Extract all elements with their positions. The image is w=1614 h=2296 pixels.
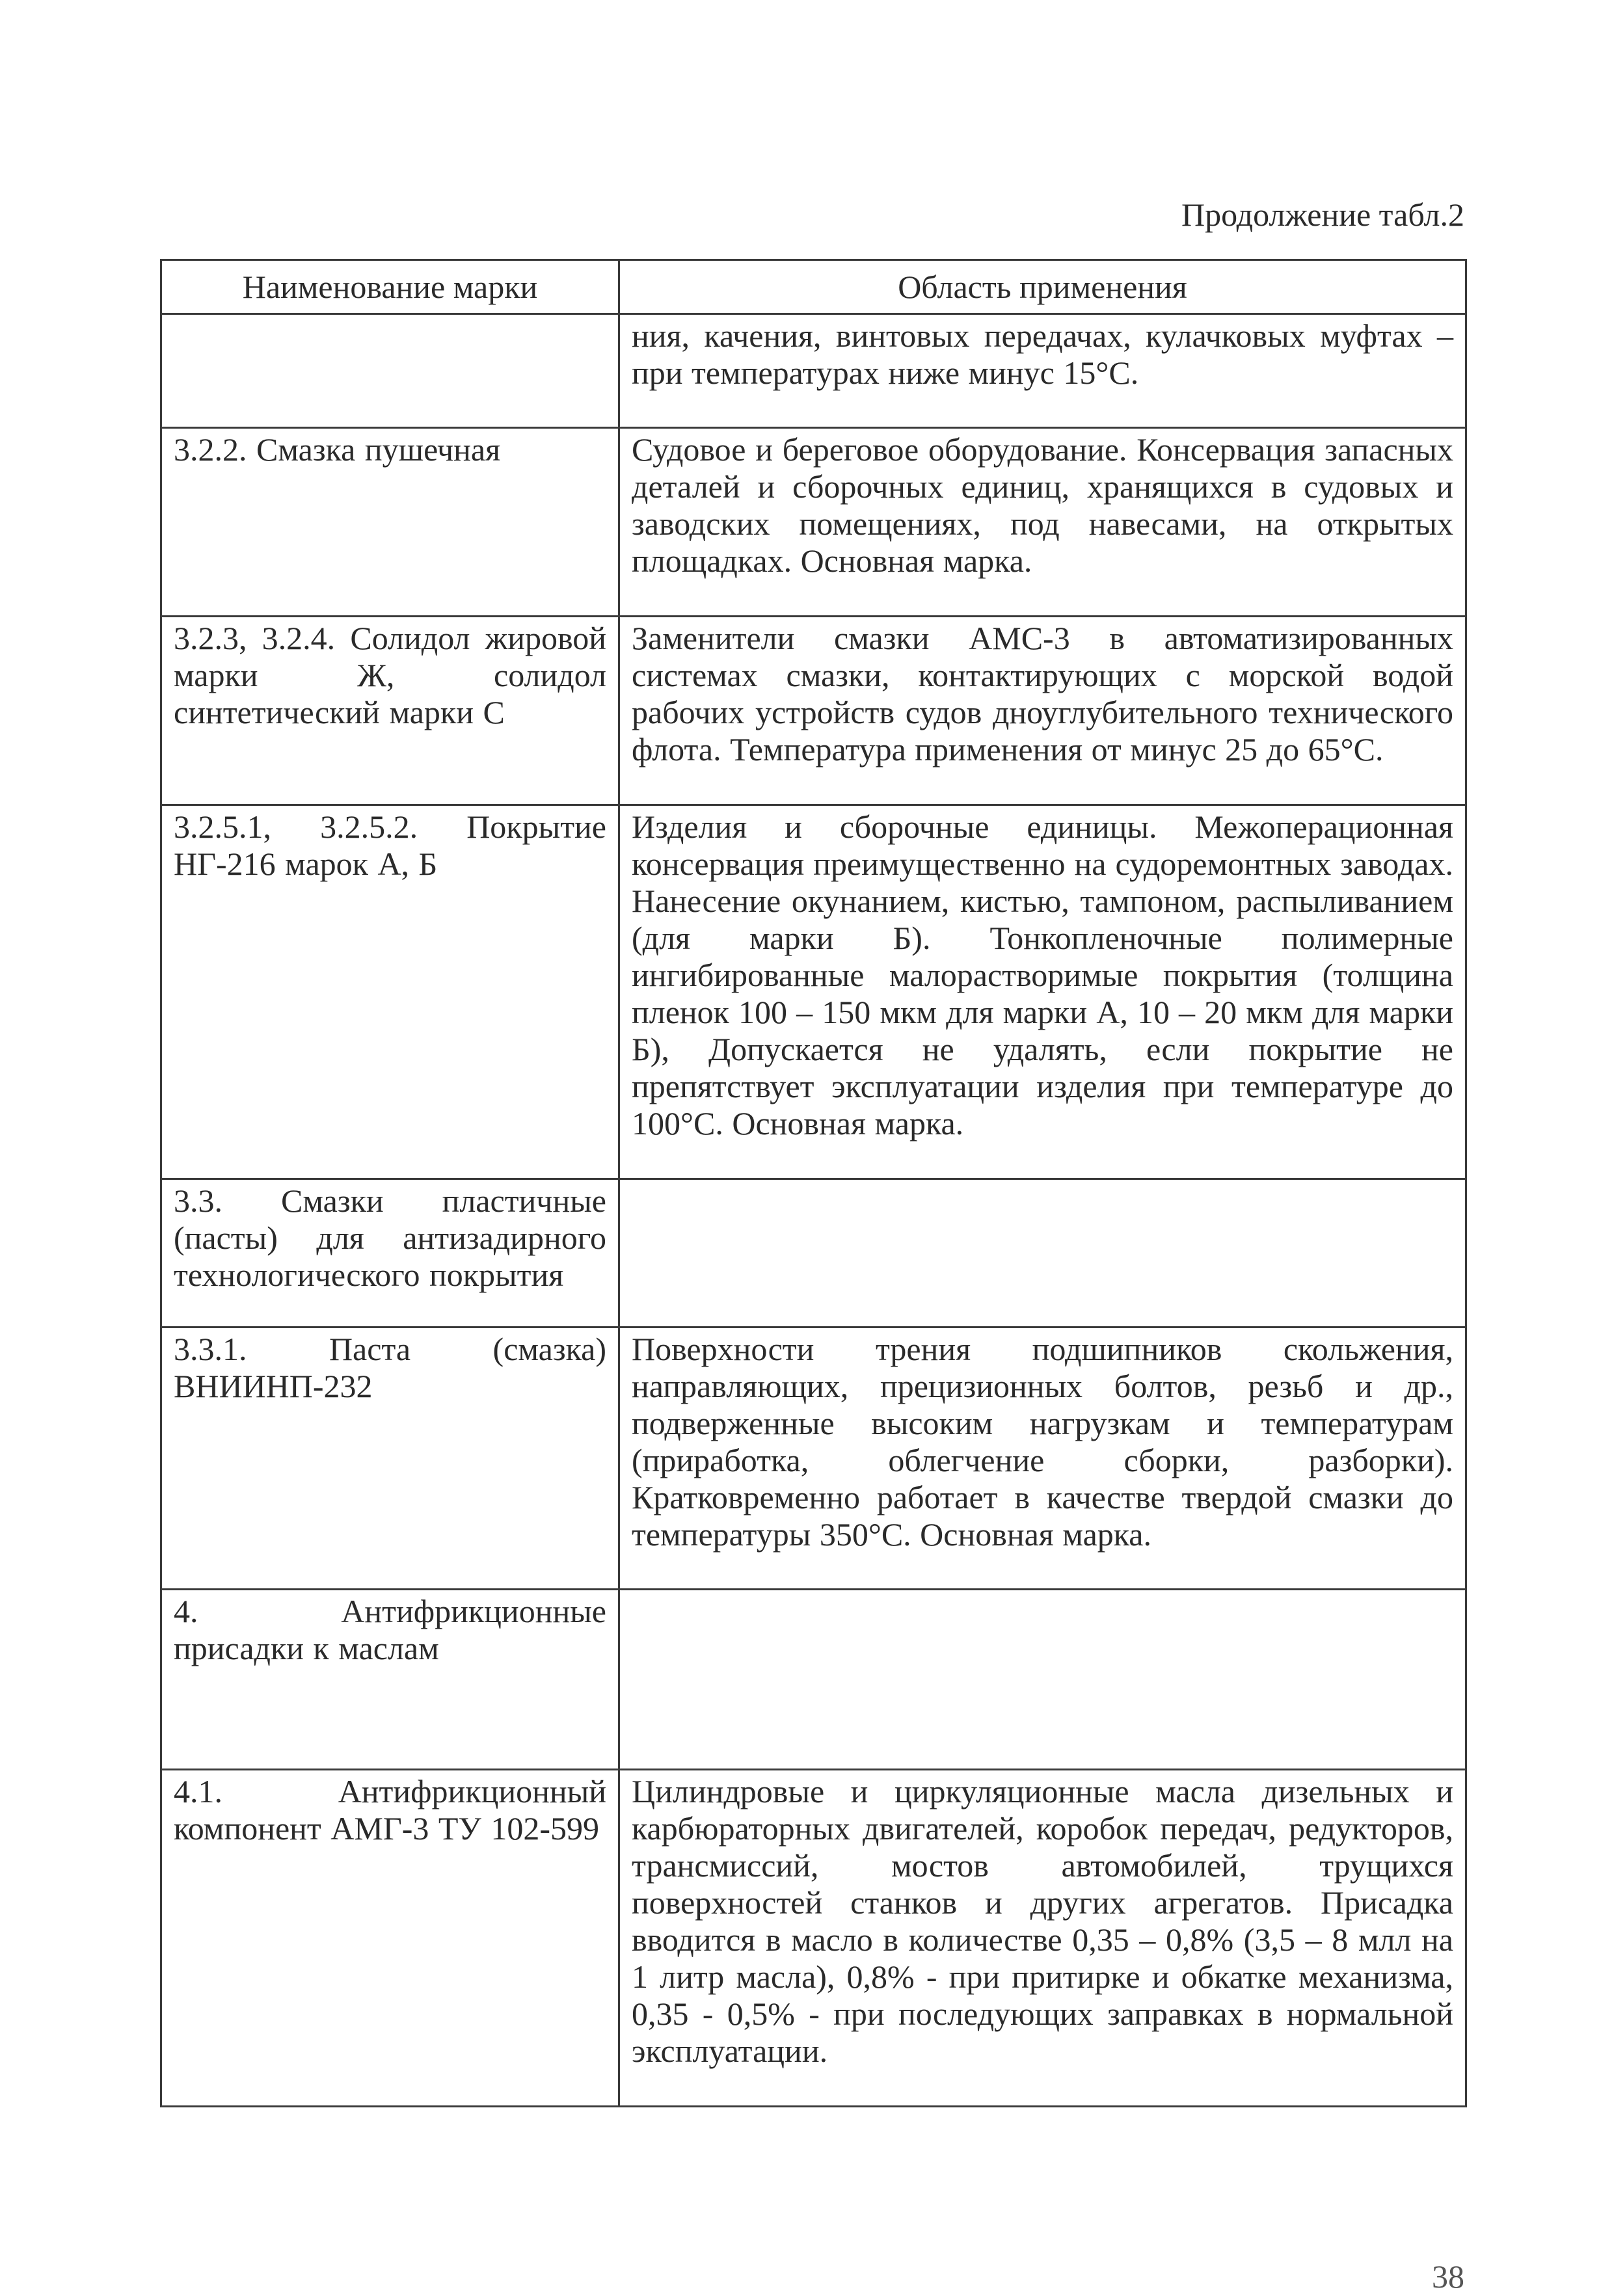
table-row <box>161 617 1466 805</box>
table-row <box>161 1770 1466 2107</box>
application-cell: Судовое и береговое оборудование. Консервация запасных деталей и сборочных единиц, хранящихся в судовых и заводских помещениях, под навесами, на открытых площадках. Основная марка. <box>619 428 1466 617</box>
brand-name-cell: 3.3. Смазки пластичные (пасты) для антизадирного технологического покрытия <box>161 1179 619 1328</box>
table-row <box>161 1590 1466 1770</box>
application-cell: Изделия и сборочные единицы. Межоперационная консервация преимущественно на судоремонтных заводах. Нанесение окунанием, кистью, тампоном, распыливанием (для марки Б). Тонкопленочные полимерные ингибированные малорастворимые покрытия (толщина пленок 100 – 150 мкм для марки А, 10 – 20 мкм для марки Б), Допускается не удалять, если покрытие не препятствует эксплуатации изделия при температуре до 100°С. Основная марка. <box>619 805 1466 1179</box>
application-cell: Заменители смазки АМС-3 в автоматизированных системах смазки, контактирующих с морской водой рабочих устройств судов дноуглубительного технического флота. Температура применения от минус 25 до 65°С. <box>619 617 1466 805</box>
brand-name-cell <box>161 314 619 428</box>
brand-name-cell: 4.1. Антифрикционный компонент АМГ-3 ТУ 102-599 <box>161 1770 619 2107</box>
brand-name-cell: 3.2.3, 3.2.4. Солидол жировой марки Ж, солидол синтетический марки С <box>161 617 619 805</box>
application-cell <box>619 1179 1466 1328</box>
application-cell <box>619 1590 1466 1770</box>
brand-name-cell: 3.3.1. Паста (смазка) ВНИИНП-232 <box>161 1328 619 1590</box>
brand-name-cell: 3.2.5.1, 3.2.5.2. Покрытие НГ-216 марок А, Б <box>161 805 619 1179</box>
page-number: 38 <box>1432 2258 1464 2295</box>
lubricants-table <box>160 259 1467 2107</box>
application-cell: Поверхности трения подшипников скольжения, направляющих, прецизионных болтов, резьб и др., подверженные высоким нагрузкам и температурам (приработка, облегчение сборки, разборки). Кратковременно работает в качестве твердой смазки до температуры 350°С. Основная марка. <box>619 1328 1466 1590</box>
table-row <box>161 1179 1466 1328</box>
column-header-brand-name: Наименование марки <box>161 260 619 314</box>
brand-name-cell: 3.2.2. Смазка пушечная <box>161 428 619 617</box>
column-header-application-area: Область применения <box>619 260 1466 314</box>
table-continuation-caption: Продолжение табл.2 <box>1181 196 1464 233</box>
table-row <box>161 314 1466 428</box>
application-cell: ния, качения, винтовых передачах, кулачковых муфтах – при температурах ниже минус 15°С. <box>619 314 1466 428</box>
application-cell: Цилиндровые и циркуляционные масла дизельных и карбюраторных двигателей, коробок передач, редукторов, трансмиссий, мостов автомобилей, трущихся поверхностей станков и других агрегатов. Присадка вводится в масло в количестве 0,35 – 0,8% (3,5 – 8 млл на 1 литр масла), 0,8% - при притирке и обкатке механизма, 0,35 - 0,5% - при последующих заправках в нормальной эксплуатации. <box>619 1770 1466 2107</box>
brand-name-cell: 4. Антифрикционные присадки к маслам <box>161 1590 619 1770</box>
table-row <box>161 1328 1466 1590</box>
table-row <box>161 805 1466 1179</box>
table-header-row <box>161 260 1466 314</box>
table-row <box>161 428 1466 617</box>
